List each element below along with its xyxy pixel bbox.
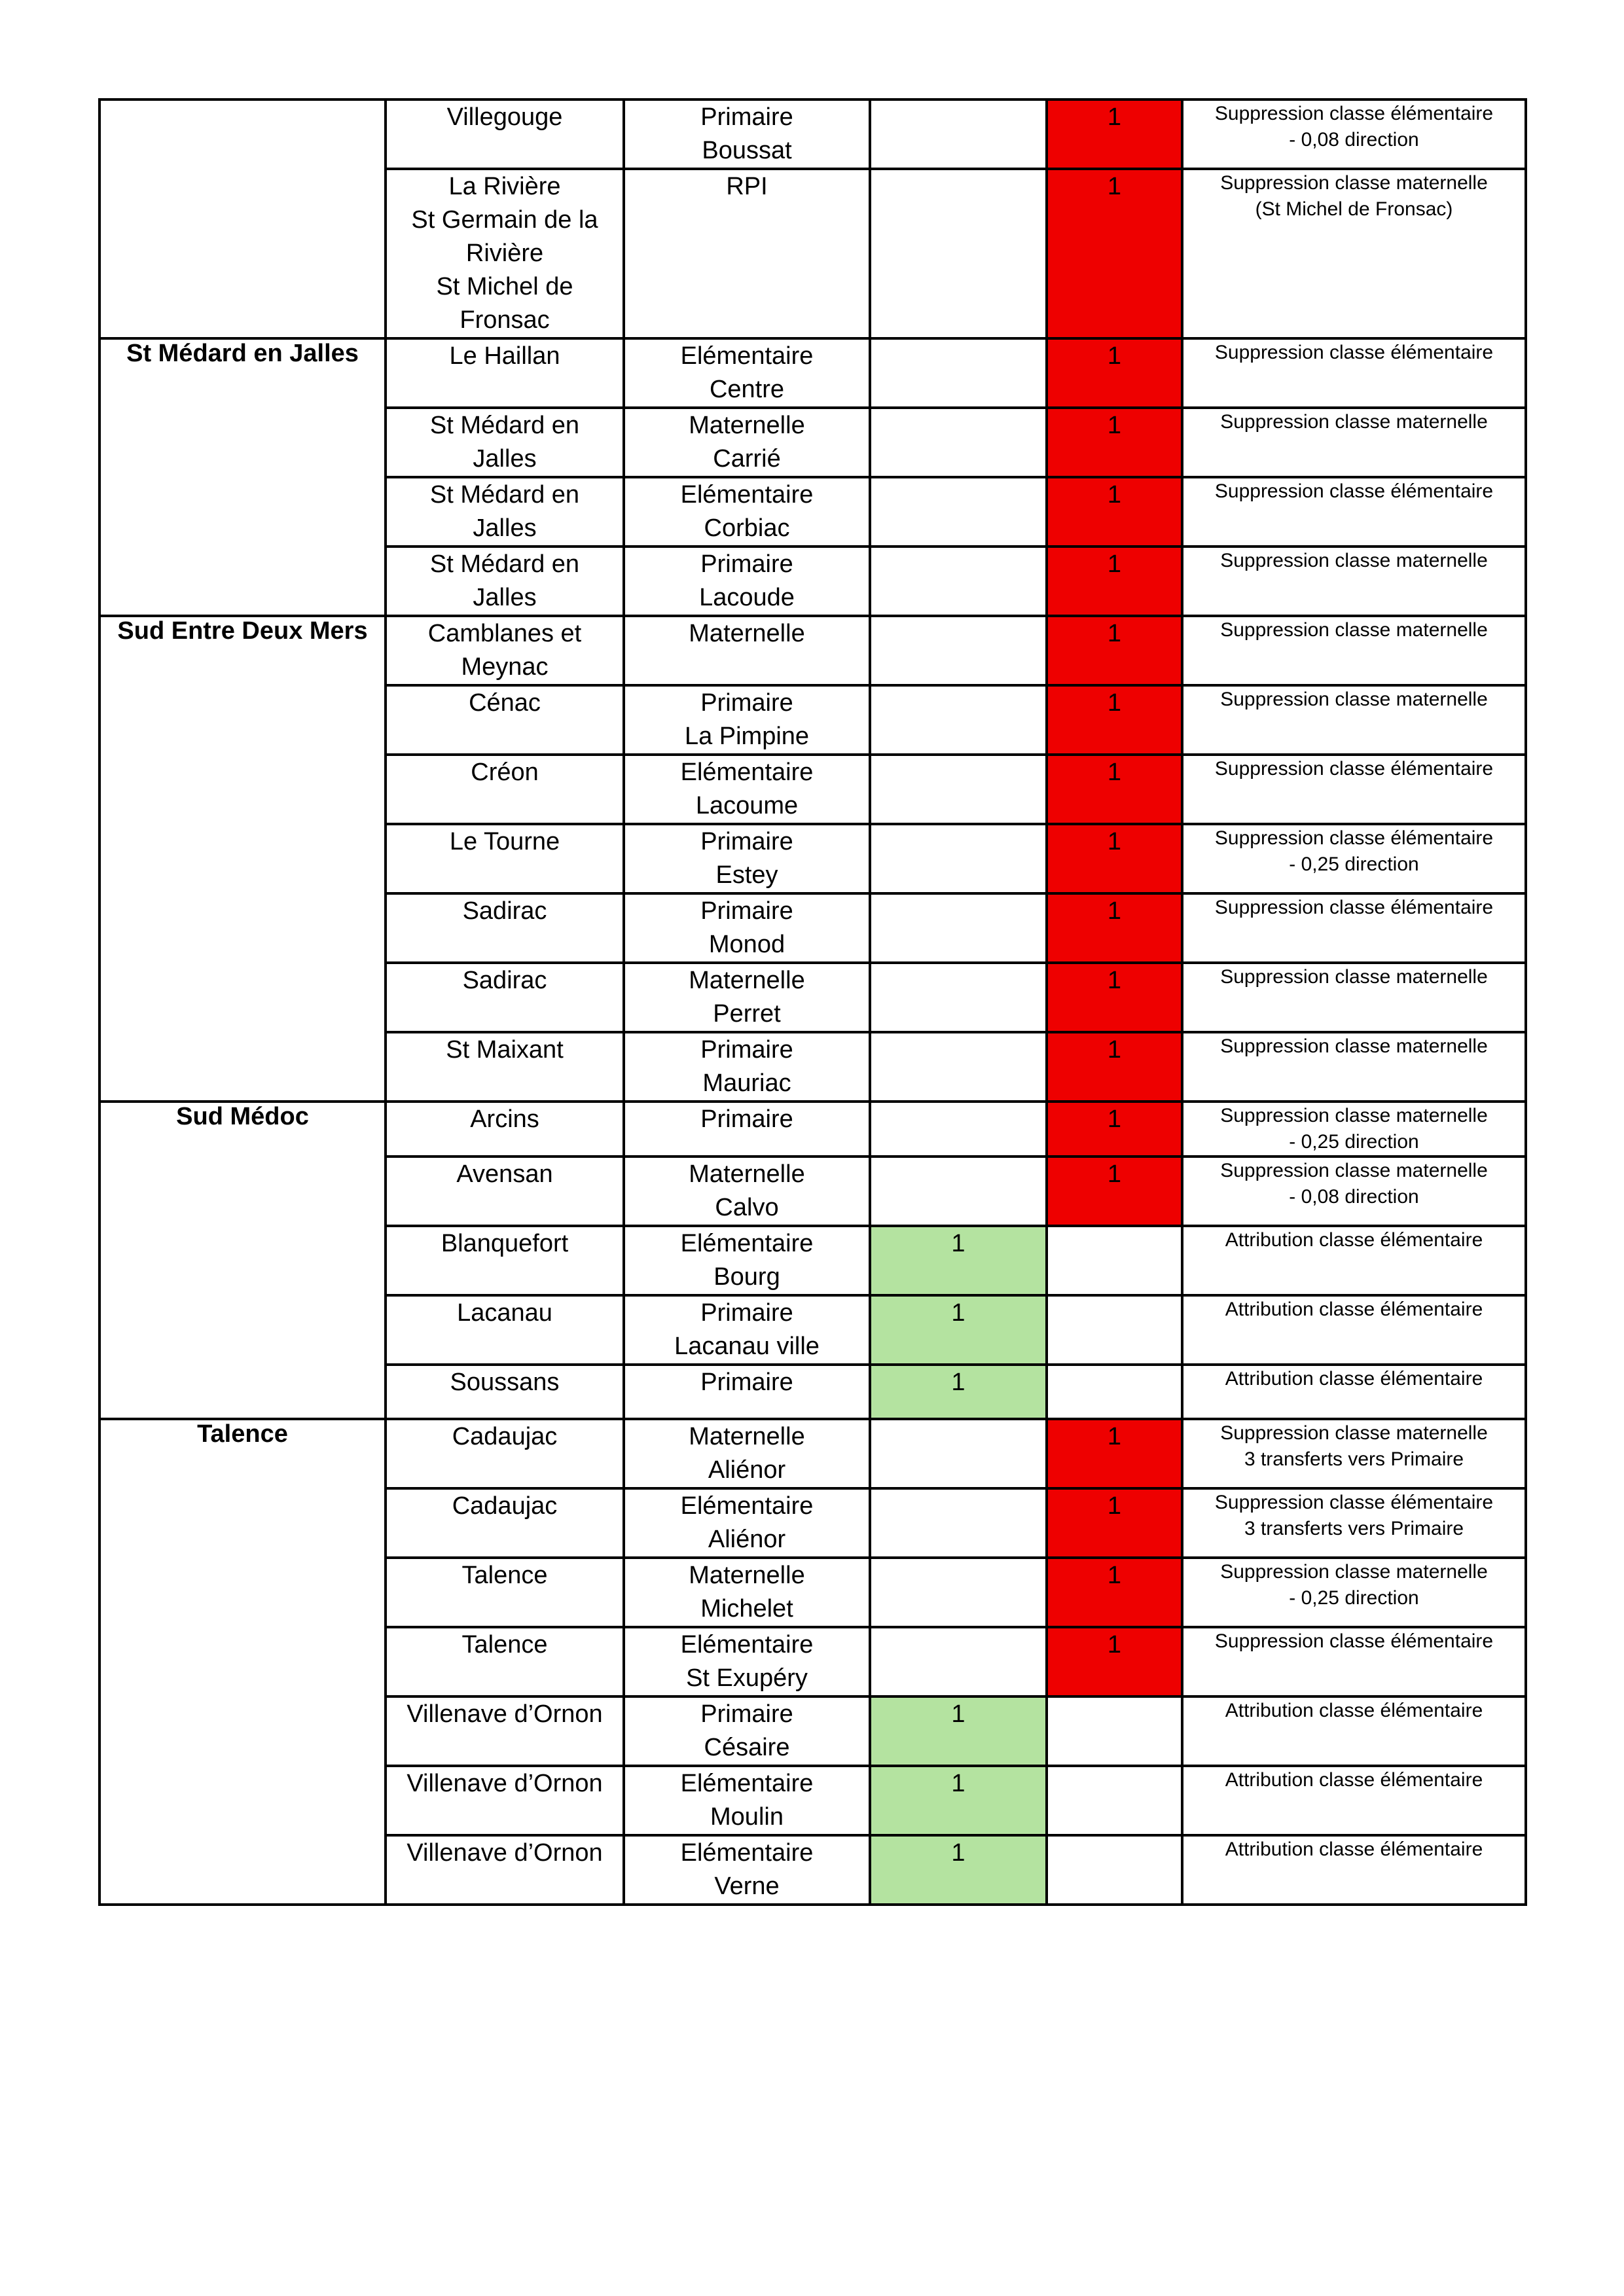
commune-cell [386, 1102, 624, 1157]
commune-cell [386, 99, 624, 169]
text-line: Mauriac [702, 1069, 791, 1097]
text-line: Bourg [713, 1263, 780, 1291]
school-cell [624, 1696, 870, 1766]
text-line: Maternelle [689, 1423, 805, 1450]
text-line: Elémentaire [680, 342, 814, 370]
commune-cell [386, 755, 624, 824]
commune-cell [386, 893, 624, 963]
suppression-cell: 1 [1047, 755, 1182, 824]
suppression-cell: 1 [1047, 1558, 1182, 1627]
text-line: Elémentaire [680, 1492, 814, 1520]
text-line: Attribution classe élémentaire [1225, 1839, 1483, 1860]
text-line: Suppression classe maternelle [1220, 1561, 1488, 1583]
attribution-cell [870, 963, 1047, 1032]
observation-cell [1182, 616, 1526, 685]
text-line: Lacanau [457, 1299, 552, 1327]
text-line: Elémentaire [680, 481, 814, 509]
text-line: Centre [709, 376, 785, 403]
commune-cell [386, 1835, 624, 1905]
commune-cell [386, 1627, 624, 1696]
circonscription-cell [99, 99, 386, 338]
school-cell [624, 1835, 870, 1905]
school-cell [624, 547, 870, 616]
suppression-cell: 1 [1047, 1627, 1182, 1696]
school-cell [624, 963, 870, 1032]
text-line: La Pimpine [684, 723, 810, 750]
school-cell [624, 1419, 870, 1488]
observation-cell [1182, 338, 1526, 408]
commune-cell [386, 1032, 624, 1102]
suppression-cell: 1 [1047, 408, 1182, 477]
commune-cell [386, 685, 624, 755]
attribution-cell: 1 [870, 1226, 1047, 1295]
text-line: Attribution classe élémentaire [1225, 1769, 1483, 1791]
text-line: Suppression classe élémentaire [1214, 342, 1494, 363]
text-line: Villenave d’Ornon [406, 1700, 603, 1728]
attribution-cell [870, 893, 1047, 963]
text-line: Primaire [700, 550, 793, 578]
text-line: Elémentaire [680, 759, 814, 786]
attribution-cell [870, 169, 1047, 338]
suppression-cell [1047, 1295, 1182, 1365]
observation-cell [1182, 755, 1526, 824]
text-line: Attribution classe élémentaire [1225, 1368, 1483, 1390]
commune-cell [386, 1365, 624, 1419]
school-cell [624, 1102, 870, 1157]
commune-cell [386, 1696, 624, 1766]
text-line: Avensan [456, 1160, 553, 1188]
commune-cell [386, 1226, 624, 1295]
observation-cell [1182, 893, 1526, 963]
text-line: Lacoude [699, 584, 795, 611]
text-line: Suppression classe maternelle [1220, 411, 1488, 433]
commune-cell [386, 1295, 624, 1365]
text-line: Suppression classe maternelle [1220, 619, 1488, 641]
observation-cell [1182, 1365, 1526, 1419]
text-line: Suppression classe maternelle [1220, 1422, 1488, 1444]
attribution-cell: 1 [870, 1696, 1047, 1766]
text-line: St Germain de la [411, 206, 598, 234]
attribution-cell [870, 1558, 1047, 1627]
text-line: Villenave d’Ornon [406, 1770, 603, 1797]
text-line: Primaire [700, 1369, 793, 1396]
text-line: Villenave d’Ornon [406, 1839, 603, 1867]
text-line: La Rivière [448, 173, 561, 200]
suppression-cell: 1 [1047, 1419, 1182, 1488]
school-cell [624, 477, 870, 547]
observation-cell [1182, 1488, 1526, 1558]
text-line: Attribution classe élémentaire [1225, 1299, 1483, 1320]
suppression-cell [1047, 1766, 1182, 1835]
attribution-cell [870, 1627, 1047, 1696]
text-line: Sadirac [462, 967, 547, 994]
attribution-cell [870, 547, 1047, 616]
suppression-cell: 1 [1047, 99, 1182, 169]
commune-cell [386, 477, 624, 547]
suppression-cell: 1 [1047, 1488, 1182, 1558]
text-line: Carrié [713, 445, 781, 473]
suppression-cell: 1 [1047, 169, 1182, 338]
commune-cell [386, 338, 624, 408]
text-line: Primaire [700, 897, 793, 925]
text-line: Suppression classe maternelle [1220, 550, 1488, 571]
text-line: Primaire [700, 1036, 793, 1064]
text-line: Primaire [700, 689, 793, 717]
attribution-cell: 1 [870, 1766, 1047, 1835]
suppression-cell [1047, 1226, 1182, 1295]
text-line: Maternelle [689, 412, 805, 439]
school-cell [624, 408, 870, 477]
text-line: Aliénor [708, 1526, 786, 1553]
text-line: Suppression classe maternelle [1220, 966, 1488, 988]
text-line: Elémentaire [680, 1839, 814, 1867]
text-line: 3 transferts vers Primaire [1244, 1448, 1464, 1470]
school-cell [624, 1766, 870, 1835]
commune-cell [386, 1488, 624, 1558]
commune-cell [386, 963, 624, 1032]
table-row [99, 1102, 1526, 1157]
observation-cell [1182, 1696, 1526, 1766]
text-line: St Exupéry [686, 1664, 808, 1692]
text-line: Sadirac [462, 897, 547, 925]
observation-cell [1182, 1627, 1526, 1696]
attribution-cell [870, 1102, 1047, 1157]
suppression-cell: 1 [1047, 1157, 1182, 1226]
table-row [99, 338, 1526, 408]
observation-cell [1182, 1766, 1526, 1835]
suppression-cell: 1 [1047, 547, 1182, 616]
text-line: Primaire [700, 828, 793, 855]
text-line: Talence [461, 1631, 548, 1659]
text-line: Créon [471, 759, 539, 786]
commune-cell [386, 616, 624, 685]
text-line: Suppression classe maternelle [1220, 1160, 1488, 1181]
circonscription-cell: Sud Médoc [99, 1102, 386, 1419]
text-line: Cadaujac [452, 1423, 558, 1450]
text-line: Primaire [700, 1105, 793, 1133]
observation-cell [1182, 1102, 1526, 1157]
text-line: Suppression classe élémentaire [1214, 827, 1494, 849]
commune-cell [386, 547, 624, 616]
text-line: Elémentaire [680, 1631, 814, 1659]
school-cell [624, 755, 870, 824]
observation-cell [1182, 1226, 1526, 1295]
attribution-cell [870, 1419, 1047, 1488]
observation-cell [1182, 1295, 1526, 1365]
text-line: Attribution classe élémentaire [1225, 1700, 1483, 1721]
text-line: Soussans [450, 1369, 560, 1396]
attribution-cell [870, 685, 1047, 755]
attribution-cell [870, 1488, 1047, 1558]
suppression-cell [1047, 1365, 1182, 1419]
text-line: Suppression classe maternelle [1220, 172, 1488, 194]
text-line: Meynac [461, 653, 549, 681]
attribution-cell [870, 755, 1047, 824]
school-cell [624, 1157, 870, 1226]
text-line: St Maixant [446, 1036, 564, 1064]
observation-cell [1182, 1558, 1526, 1627]
text-line: - 0,08 direction [1289, 1186, 1419, 1208]
text-line: St Michel de [436, 273, 573, 300]
text-line: Suppression classe élémentaire [1214, 758, 1494, 780]
commune-cell [386, 1558, 624, 1627]
text-line: Suppression classe maternelle [1220, 689, 1488, 710]
school-cell [624, 824, 870, 893]
table-row [99, 99, 1526, 169]
text-line: - 0,25 direction [1289, 853, 1419, 875]
text-line: Verne [714, 1873, 780, 1900]
suppression-cell: 1 [1047, 893, 1182, 963]
suppression-cell: 1 [1047, 1102, 1182, 1157]
commune-cell [386, 169, 624, 338]
text-line: Perret [713, 1000, 781, 1028]
attribution-cell [870, 338, 1047, 408]
text-line: Monod [708, 931, 785, 958]
text-line: Jalles [473, 514, 537, 542]
school-cell [624, 1032, 870, 1102]
text-line: Lacoume [695, 792, 799, 819]
text-line: Le Tourne [449, 828, 560, 855]
text-line: Le Haillan [449, 342, 560, 370]
attribution-cell [870, 824, 1047, 893]
attribution-cell: 1 [870, 1835, 1047, 1905]
attribution-cell [870, 616, 1047, 685]
text-line: Maternelle [689, 1562, 805, 1589]
text-line: Maternelle [689, 967, 805, 994]
text-line: - 0,25 direction [1289, 1131, 1419, 1153]
text-line: Suppression classe élémentaire [1214, 480, 1494, 502]
commune-cell [386, 408, 624, 477]
school-cell [624, 338, 870, 408]
school-cell [624, 1365, 870, 1419]
text-line: - 0,08 direction [1289, 129, 1419, 151]
text-line: Suppression classe maternelle [1220, 1035, 1488, 1057]
suppression-cell: 1 [1047, 824, 1182, 893]
school-cell [624, 1488, 870, 1558]
suppression-cell [1047, 1696, 1182, 1766]
text-line: Rivière [465, 240, 544, 267]
text-line: Aliénor [708, 1456, 786, 1484]
text-line: 3 transferts vers Primaire [1244, 1518, 1464, 1539]
text-line: Attribution classe élémentaire [1225, 1229, 1483, 1251]
observation-cell [1182, 547, 1526, 616]
suppression-cell: 1 [1047, 338, 1182, 408]
observation-cell [1182, 408, 1526, 477]
text-line: Maternelle [689, 1160, 805, 1188]
observation-cell [1182, 824, 1526, 893]
circonscription-cell: Sud Entre Deux Mers [99, 616, 386, 1102]
text-line: Michelet [700, 1595, 793, 1623]
text-line: Primaire [700, 1700, 793, 1728]
observation-cell [1182, 169, 1526, 338]
observation-cell [1182, 963, 1526, 1032]
text-line: Lacanau ville [674, 1333, 820, 1360]
text-line: Suppression classe maternelle [1220, 1105, 1488, 1126]
attribution-cell [870, 1157, 1047, 1226]
text-line: Jalles [473, 584, 537, 611]
text-line: Primaire [700, 103, 793, 131]
text-line: Suppression classe élémentaire [1214, 1630, 1494, 1652]
observation-cell [1182, 1157, 1526, 1226]
school-cell [624, 1295, 870, 1365]
circonscription-cell: Talence [99, 1419, 386, 1905]
text-line: Blanquefort [441, 1230, 569, 1257]
school-cell [624, 685, 870, 755]
text-line: St Médard en [429, 550, 580, 578]
attribution-cell [870, 408, 1047, 477]
text-line: Suppression classe élémentaire [1214, 103, 1494, 124]
text-line: Moulin [710, 1803, 784, 1831]
text-line: Maternelle [689, 620, 805, 647]
commune-cell [386, 1766, 624, 1835]
attribution-cell [870, 99, 1047, 169]
text-line: Estey [715, 861, 778, 889]
suppression-cell: 1 [1047, 963, 1182, 1032]
text-line: RPI [726, 173, 768, 200]
school-cell [624, 1558, 870, 1627]
text-line: Jalles [473, 445, 537, 473]
school-cell [624, 616, 870, 685]
text-line: Elémentaire [680, 1230, 814, 1257]
observation-cell [1182, 685, 1526, 755]
suppression-cell: 1 [1047, 685, 1182, 755]
school-cell [624, 99, 870, 169]
text-line: St Médard en [429, 481, 580, 509]
text-line: Corbiac [704, 514, 790, 542]
text-line: - 0,25 direction [1289, 1587, 1419, 1609]
observation-cell [1182, 1419, 1526, 1488]
suppression-cell: 1 [1047, 477, 1182, 547]
commune-cell [386, 1157, 624, 1226]
table-row [99, 1419, 1526, 1488]
school-cell [624, 169, 870, 338]
text-line: Camblanes et [427, 620, 582, 647]
suppression-cell: 1 [1047, 1032, 1182, 1102]
text-line: Césaire [704, 1734, 790, 1761]
text-line: Calvo [715, 1194, 779, 1221]
school-cell [624, 893, 870, 963]
text-line: Suppression classe élémentaire [1214, 1492, 1494, 1513]
attribution-cell [870, 477, 1047, 547]
text-line: (St Michel de Fronsac) [1255, 198, 1453, 220]
attribution-cell [870, 1032, 1047, 1102]
text-line: Villegouge [446, 103, 563, 131]
suppression-cell: 1 [1047, 616, 1182, 685]
school-cell [624, 1226, 870, 1295]
text-line: Talence [461, 1562, 548, 1589]
observation-cell [1182, 477, 1526, 547]
table-body [99, 99, 1526, 1905]
text-line: Elémentaire [680, 1770, 814, 1797]
observation-cell [1182, 99, 1526, 169]
text-line: Fronsac [460, 306, 550, 334]
circonscription-cell: St Médard en Jalles [99, 338, 386, 616]
text-line: St Médard en [429, 412, 580, 439]
text-line: Arcins [470, 1105, 539, 1133]
text-line: Suppression classe élémentaire [1214, 897, 1494, 918]
table-row [99, 616, 1526, 685]
commune-cell [386, 824, 624, 893]
suppression-cell [1047, 1835, 1182, 1905]
attribution-cell: 1 [870, 1295, 1047, 1365]
text-line: Cénac [469, 689, 541, 717]
observation-cell [1182, 1032, 1526, 1102]
school-class-changes-table [98, 98, 1527, 1906]
observation-cell [1182, 1835, 1526, 1905]
text-line: Cadaujac [452, 1492, 558, 1520]
school-cell [624, 1627, 870, 1696]
attribution-cell: 1 [870, 1365, 1047, 1419]
text-line: Boussat [702, 137, 792, 164]
text-line: Primaire [700, 1299, 793, 1327]
commune-cell [386, 1419, 624, 1488]
